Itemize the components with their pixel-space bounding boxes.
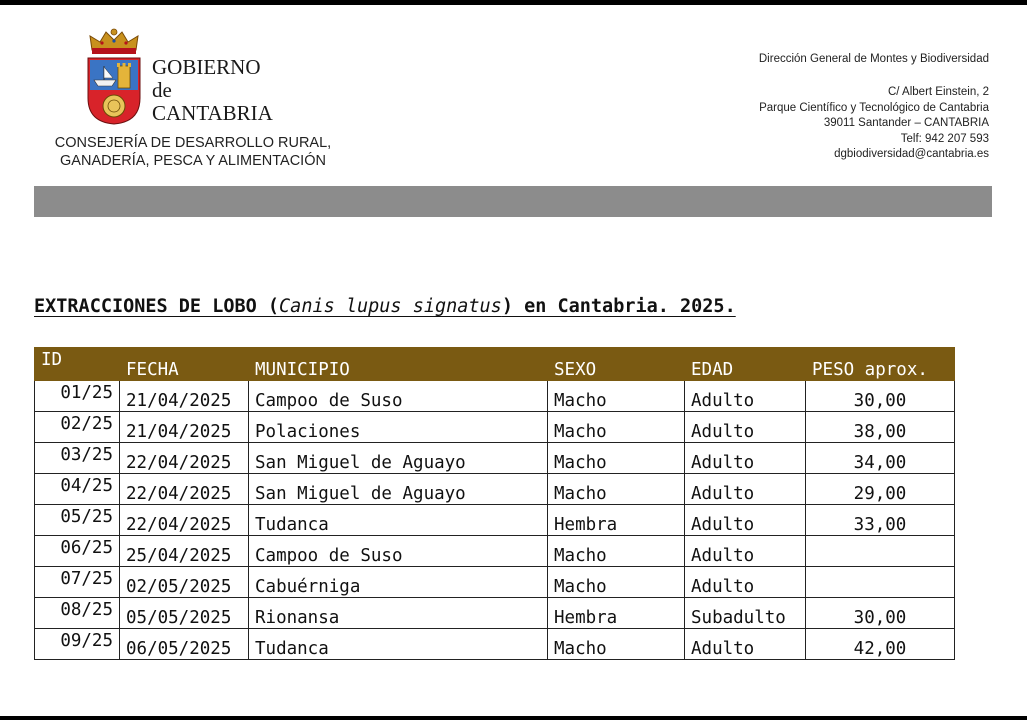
consejeria-line-2: GANADERÍA, PESCA Y ALIMENTACIÓN [60,153,326,169]
cell-sexo: Macho [548,381,685,412]
cell-municipio: Polaciones [249,412,548,443]
table-header-row [35,348,955,381]
column-header-edad: EDAD [685,348,806,381]
cell-peso: 30,00 [806,598,955,629]
cell-sexo: Macho [548,536,685,567]
cell-municipio: Campoo de Suso [249,536,548,567]
cell-municipio: San Miguel de Aguayo [249,474,548,505]
cell-id: 07/25 [35,567,120,598]
gobierno-line-1: GOBIERNO [152,55,261,79]
table-row [35,443,955,474]
top-border [0,0,1027,5]
consejeria-line-1: CONSEJERÍA DE DESARROLLO RURAL, [54,135,332,151]
cell-peso: 38,00 [806,412,955,443]
cell-municipio: San Miguel de Aguayo [249,443,548,474]
cell-edad: Adulto [685,474,806,505]
cell-id: 02/25 [35,412,120,443]
cell-id: 01/25 [35,381,120,412]
title-suffix: ) en Cantabria. 2025. [501,296,736,317]
gobierno-line-3: CANTABRIA [152,101,273,125]
cell-id: 04/25 [35,474,120,505]
table-row [35,412,955,443]
cell-edad: Subadulto [685,598,806,629]
cell-fecha: 21/04/2025 [120,381,249,412]
cell-sexo: Hembra [548,598,685,629]
cell-edad: Adulto [685,505,806,536]
table-row [35,381,955,412]
cell-municipio: Tudanca [249,629,548,660]
table-row [35,629,955,660]
title-prefix: EXTRACCIONES DE LOBO ( [34,296,280,317]
cell-edad: Adulto [685,536,806,567]
address-email: dgbiodiversidad@cantabria.es [834,148,989,161]
document-title [34,296,736,317]
column-header-municipio: MUNICIPIO [249,348,548,381]
coat-of-arms-icon [84,28,144,126]
cell-fecha: 21/04/2025 [120,412,249,443]
cell-fecha: 22/04/2025 [120,505,249,536]
cell-peso: 34,00 [806,443,955,474]
cell-edad: Adulto [685,381,806,412]
cell-id: 08/25 [35,598,120,629]
cell-peso [806,567,955,598]
cell-fecha: 22/04/2025 [120,474,249,505]
cell-sexo: Macho [548,629,685,660]
title-species: Canis lupus signatus [279,296,502,317]
cell-sexo: Macho [548,474,685,505]
cell-peso: 29,00 [806,474,955,505]
cell-fecha: 02/05/2025 [120,567,249,598]
cell-sexo: Macho [548,443,685,474]
cell-edad: Adulto [685,629,806,660]
cell-edad: Adulto [685,412,806,443]
cell-sexo: Hembra [548,505,685,536]
cell-peso: 30,00 [806,381,955,412]
gobierno-name [152,56,273,125]
address-phone: Telf: 942 207 593 [900,132,989,145]
cell-sexo: Macho [548,412,685,443]
cell-edad: Adulto [685,443,806,474]
table-row [35,505,955,536]
consejeria-name [38,134,348,170]
cell-municipio: Tudanca [249,505,548,536]
address-street: C/ Albert Einstein, 2 [888,86,989,98]
column-header-id: ID [35,348,120,381]
address-city: 39011 Santander – CANTABRIA [823,117,989,130]
cell-id: 05/25 [35,505,120,536]
cell-peso [806,536,955,567]
table-row [35,567,955,598]
direccion-general: Dirección General de Montes y Biodiversidad [758,53,989,65]
cell-sexo: Macho [548,567,685,598]
cell-id: 06/25 [35,536,120,567]
wolf-extractions-table [34,347,955,660]
cell-fecha: 22/04/2025 [120,443,249,474]
contact-address [759,85,989,163]
gobierno-line-2: de [152,78,172,102]
cell-id: 03/25 [35,443,120,474]
header-divider-bar [34,186,992,217]
cell-municipio: Rionansa [249,598,548,629]
cell-edad: Adulto [685,567,806,598]
cell-peso: 33,00 [806,505,955,536]
cell-fecha: 05/05/2025 [120,598,249,629]
cell-fecha: 25/04/2025 [120,536,249,567]
cell-fecha: 06/05/2025 [120,629,249,660]
address-park: Parque Científico y Tecnológico de Cantabria [759,101,989,114]
table-row [35,598,955,629]
cell-municipio: Cabuérniga [249,567,548,598]
cell-id: 09/25 [35,629,120,660]
column-header-fecha: FECHA [120,348,249,381]
bottom-border [0,716,1027,720]
cell-municipio: Campoo de Suso [249,381,548,412]
cell-peso: 42,00 [806,629,955,660]
column-header-peso: PESO aprox. [806,348,955,381]
column-header-sexo: SEXO [548,348,685,381]
table-row [35,536,955,567]
table-row [35,474,955,505]
